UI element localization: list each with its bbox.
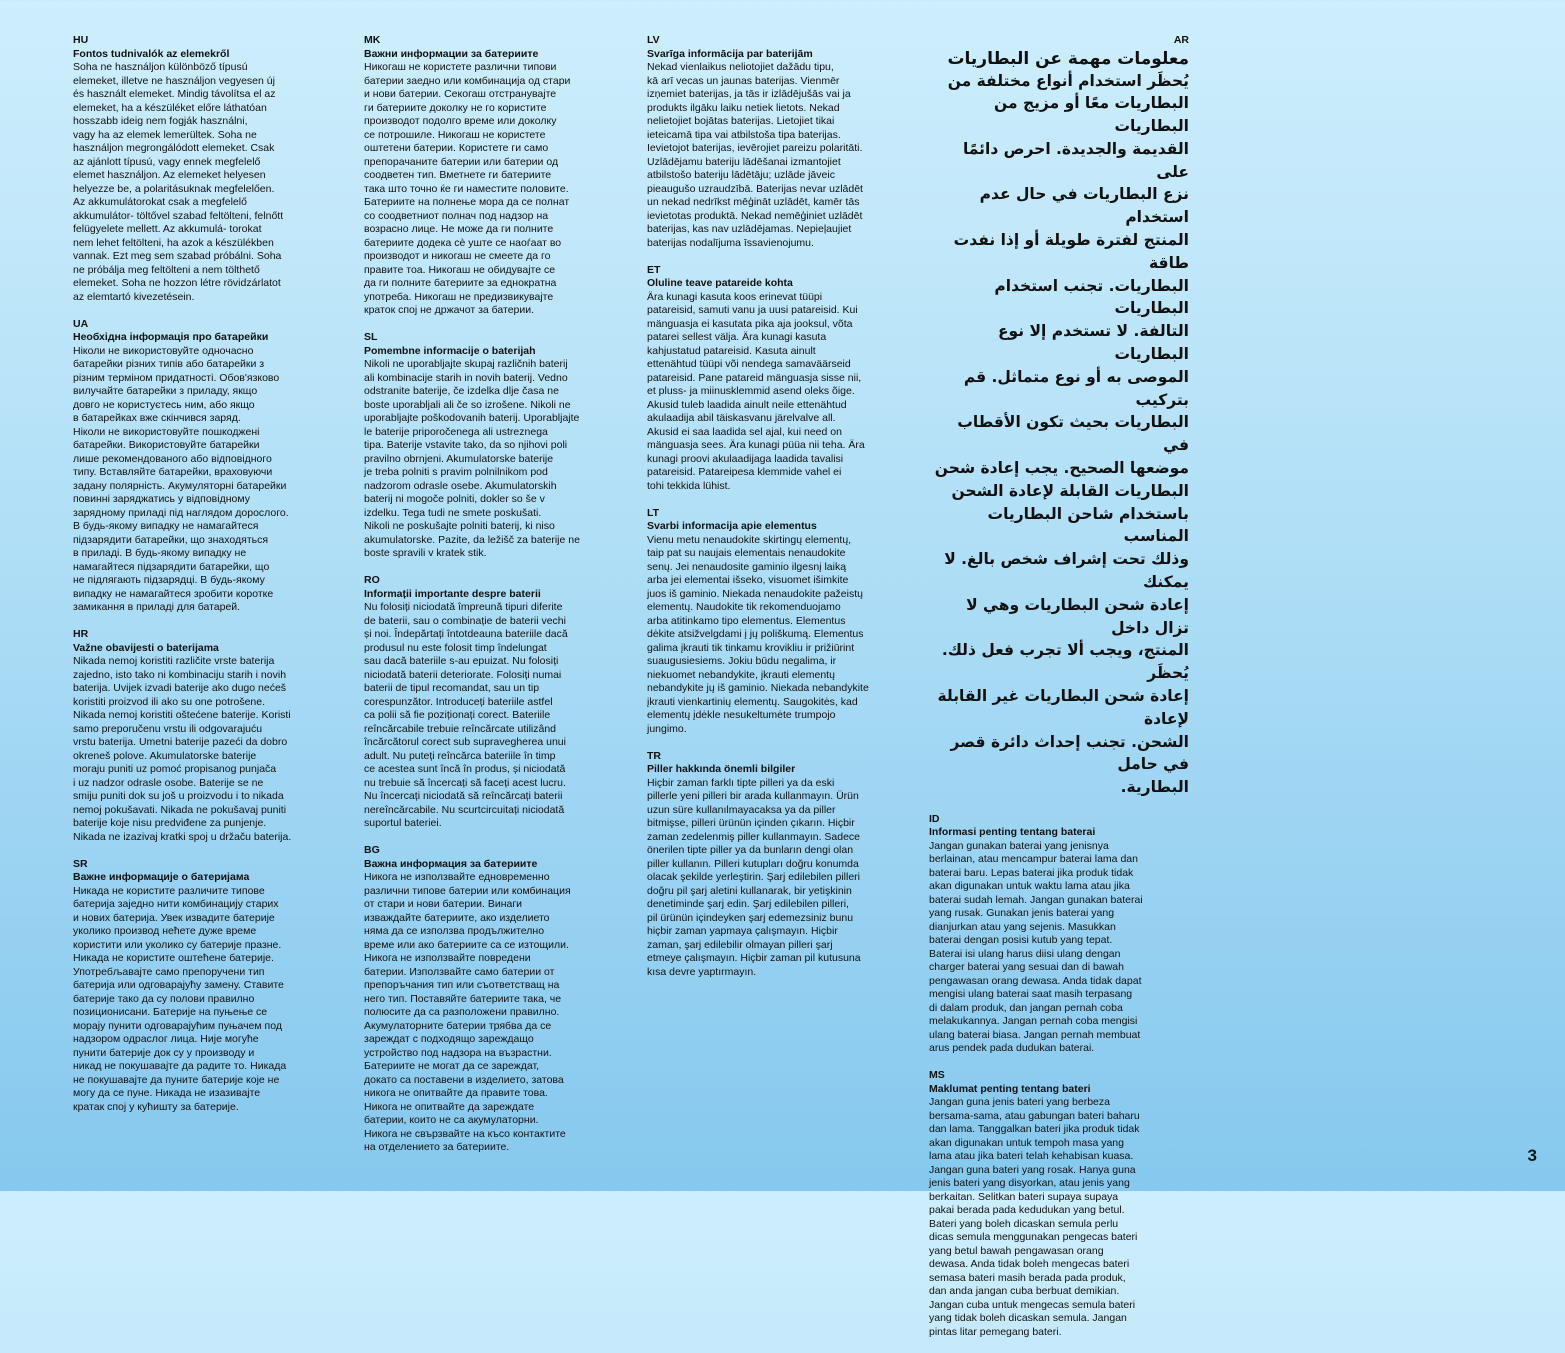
- section-tr: [647, 750, 909, 980]
- language-code: MK: [364, 34, 381, 46]
- section-lv: [647, 34, 909, 250]
- section-body: Jangan guna jenis bateri yang berbeza bersama-sama, atau gabungan bateri baharu dan lama. Tanggalkan bateri jika produk tidak akan digunakan untuk tempoh masa yang lama atau jika bateri telah kehabisan kuasa. Jangan guna bateri yang rosak. Hanya guna jenis bateri yang disyorkan, atau jenis yang berkaitan. Selitkan bateri supaya supaya pakai berada pada kedudukan yang betul. Bateri yang boleh dicaskan semula perlu dicas semula menggunakan pengecas bateri yang betul bawah pengawasan orang dewasa. Anda tidak boleh mengecas bateri semasa bateri masih berada pada produk, dan anda jangan cuba berbuat demikian. Jangan cuba untuk mengecas semula bateri yang tidak boleh dicaskan semula. Jangan pintas litar pemegang bateri.: [929, 1096, 1140, 1338]
- section-body: يُحظَر استخدام أنواع مختلفة من البطاريات معًا أو مزيج من البطاريات القديمة والجديدة. احرص دائمًا على نزع البطاريات في حال عدم استخدام المنتج لفترة طويلة أو إذا نفدت طاقة البطاريات. تجنب استخدام البطاريات التالفة. لا تستخدم إلا نوع البطاريات الموصى به أو نوع متماثل. قم بتركيب البطاريات بحيث تكون الأقطاب في موضعها الصحيح. يجب إعادة شحن البطاريات القابلة لإعادة الشحن باستخدام شاحن البطاريات المناسب وذلك تحت إشراف شخص بالغ. لا يمكنك إعادة شحن البطاريات وهي لا تزال داخل المنتج، ويجب ألا تجرب فعل ذلك. يُحظَر إعادة شحن البطاريات غير القابلة لإعادة الشحن. تجنب إحداث دائرة قصر في حامل البطارية.: [934, 71, 1189, 797]
- section-body: Ära kunagi kasuta koos erinevat tüüpi patareisid, samuti vanu ja uusi patareisid. Kui mänguasja ei kasutata pika aja jooksul, võta patarei sellest välja. Ära kunagi kasuta kahjustatud patareisid. Kasuta ainult ettenähtud tüüpi või nendega samaväärseid patareisid. Pane patareid mänguasja sisse nii, et pluss- ja miinusklemmid asend oleks õige. Akusid tuleb laadida ainult neile ettenähtud akulaadija abil täiskasvanu järelvalve all. Akusid ei saa laadida sel ajal, kui need on mänguasja sees. Ära kunagi püüa nii teha. Ära kunagi proovi akulaadijaga laadida tavalisi patareisid. Patareipesa klemmide vahel ei tohi tekkida lühist.: [647, 290, 865, 492]
- language-code: ID: [929, 812, 940, 825]
- section-heading: Maklumat penting tentang bateri: [929, 1082, 1091, 1095]
- section-heading: Oluline teave patareide kohta: [647, 277, 793, 289]
- section-heading: Необхідна інформація про батарейки: [73, 331, 269, 343]
- page-number: 3: [1527, 1146, 1537, 1165]
- language-code: TR: [647, 749, 661, 762]
- section-body: Никогаш не користете различни типови батерии заедно или комбинација од стари и нови батерии. Секогаш отстранувајте ги батериите доколку не го користите производот подолго време или доколку се потрошиле. Никогаш не користете оштетени батерии. Користете ги само препорачаните батерии или батерии од соодветен тип. Вметнете ги батериите така што точно ќе ги наместите половите. Батериите на полнење мора да се полнат со соодветниот полнач под надзор на возрасно лице. Не може да ги полните батериите додека сè уште се наоѓаат во производот и никогаш не смеете да го правите тоа. Никогаш не обидувајте се да ги полните батериите за еднократна употреба. Никогаш не предизвикувајте краток спој не држачот за батерии.: [364, 61, 571, 316]
- section-id: [929, 813, 1189, 1056]
- section-bg: [364, 844, 617, 1155]
- section-ms: [929, 1069, 1189, 1339]
- section-sl: [364, 331, 617, 561]
- section-body: Nikada nemoj koristiti različite vrste baterija zajedno, isto tako ni kombinaciju starih i novih baterija. Uvijek izvadi baterije ako dugo nećeš koristiti proizvod ili ako su one potrošene. Nikada nemoj koristiti oštećene baterije. Koristi samo preporučenu vrstu ili odgovarajuću vrstu baterija. Umetni baterije pazeći da dobro okreneš polove. Akumulatorske baterije moraju puniti uz pomoć propisanog punjača i uz nadzor odrasle osobe. Baterije se ne smiju puniti dok su još u proizvodu i to nikada nemoj pokušavati. Nikada ne pokušavaj puniti baterije koje nisu predviđene za punjenje. Nikada ne izazivaj kratki spoj u držaču baterija.: [73, 655, 292, 843]
- section-sr: [73, 858, 338, 1115]
- section-lt: [647, 507, 909, 737]
- column-1: [73, 34, 338, 1128]
- section-heading: Informații importante despre baterii: [364, 587, 541, 600]
- section-heading: Svarbi informacija apie elementus: [647, 520, 817, 532]
- section-ua: [73, 318, 338, 615]
- section-heading: Fontos tudnivalók az elemekről: [73, 47, 230, 60]
- language-code: LT: [647, 506, 660, 519]
- section-body: Nekad vienlaikus neliotojiet dažādu tipu, kā arī vecas un jaunas baterijas. Vienmēr izņemiet baterijas, ja tās ir izlādējušās vai ja produkts ilgāku laiku netiek lietots. Nekad nelietojiet bojātas baterijas. Lietojiet tikai ieteicamā tipa vai atbilstoša tipa baterijas. Ievietojot baterijas, ievērojiet pareizu polaritāti. Uzlādējamu bateriju lādēšanai izmantojiet atbilstošo bateriju lādētāju; uzlāde jāveic pieaugušo uzraudzībā. Baterijas nevar uzlādēt un nekad nedrīkst mēģināt uzlādēt, kamēr tās ievietotas produktā. Nekad nemēģiniet uzlādēt baterijas, kas nav uzlādējamas. Nepieļaujiet baterijas nodalījuma īssavienojumu.: [647, 61, 863, 249]
- section-mk: [364, 34, 617, 318]
- section-body: Jangan gunakan baterai yang jenisnya berlainan, atau mencampur baterai lama dan baterai baru. Lepas baterai jika produk tidak akan digunakan untuk waktu lama atau jika baterai sudah lemah. Jangan gunakan baterai yang rusak. Gunakan jenis baterai yang dianjurkan atau yang sejenis. Masukkan baterai dengan posisi kutub yang tepat. Baterai isi ulang harus diisi ulang dengan charger baterai yang sesuai dan di bawah pengawasan orang dewasa. Anda tidak dapat mengisi ulang baterai saat masih terpasang di dalam produk, dan jangan pernah coba melakukannya. Jangan pernah coba mengisi ulang baterai biasa. Jangan pernah membuat arus pendek pada dudukan baterai.: [929, 839, 1143, 1054]
- section-body: Ніколи не використовуйте одночасно батарейки різних типів або батарейки з різним терміном придатності. Обов'язково вилучайте батарейки з приладу, якщо довго не користуєтесь ним, або якщо в батарейках вже скінчився заряд. Ніколи не використовуйте пошкоджені батарейки. Використовуйте батарейки лише рекомендованого або відповідного типу. Вставляйте батарейки, враховуючи задану полярність. Акумуляторні батарейки повинні заряджатись у відповідному зарядному приладі під наглядом дорослого. В будь-якому випадку не намагайтеся підзарядити батарейки, що знаходяться в приладі. В будь-якому випадку не намагайтеся підзарядити батарейки, що не підлягають підзарядці. В будь-якому випадку не намагайтеся зробити коротке замикання в приладі для батарей.: [73, 344, 289, 613]
- language-code: AR: [1173, 34, 1189, 46]
- language-code: BG: [364, 844, 380, 856]
- section-hr: [73, 628, 338, 844]
- section-heading: معلومات مهمة عن البطاريات: [947, 48, 1189, 69]
- section-body: Soha ne használjon különböző típusú elemeket, illetve ne használjon vegyesen új és használt elemeket. Mindig távolítsa el az elemeket, ha a készüléket előre láthatóan hosszabb ideig nem fogják használni, vagy ha az elemek lemerültek. Soha ne használjon megrongálódott elemeket. Csak az ajánlott típusú, vagy ennek megfelelő elemet használjon. Az elemeket helyesen helyezze be, a polaritásuknak megfelelően. Az akkumulátorokat csak a megfelelő akkumulátor- töltővel szabad feltölteni, felnőtt felügyelete mellett. Az akkumulá- torokat nem lehet feltölteni, ha azok a készülékben vannak. Ezt meg sem szabad próbálni. Soha ne próbálja meg feltölteni a nem tölthető elemeket. Soha ne hozzon létre rövidzárlatot az elemtartó kivezetésein.: [73, 61, 284, 303]
- column-2: [364, 34, 617, 1168]
- section-heading: Informasi penting tentang baterai: [929, 826, 1096, 838]
- section-body: Никога не използвайте едновременно различни типове батерии или комбинация от стари и нови батерии. Винаги изваждайте батериите, ако изделието няма да се използва продължително време или ако батериите са се изтощили. Никога не използвайте повредени батерии. Използвайте само батерии от препоръчания тип или съответстващ на него тип. Поставяйте батериите така, че полюсите да са разположени правилно. Акумулаторните батерии трябва да се зареждат с подходящо зареждащо устройство под надзора на възрастни. Батериите не могат да се зареждат, докато са поставени в изделието, затова никога не опитвайте да правите това. Никога не опитвайте да зареждате батерии, които не са акумулаторни. Никога не свързвайте на късо контактите на отделението за батериите.: [364, 871, 571, 1153]
- section-heading: Важне информације о батеријама: [73, 871, 250, 883]
- section-heading: Важна информация за батериите: [364, 857, 538, 870]
- language-code: SL: [364, 331, 378, 343]
- section-heading: Svarīga informācija par baterijām: [647, 47, 813, 60]
- language-code: HR: [73, 628, 89, 640]
- section-heading: Pomembne informacije o baterijah: [364, 344, 536, 357]
- language-code: RO: [364, 574, 380, 586]
- column-3: [647, 34, 909, 993]
- section-body: Vienu metu nenaudokite skirtingų elementų, taip pat su naujais elementais nenaudokite senų. Jei nenaudosite gaminio ilgesnį laiką arba jei elementai išseko, visuomet išimkite juos iš gaminio. Niekada nenaudokite pažeistų elementų. Naudokite tik rekomenduojamo arba atitinkamo tipo elementus. Elementus dėkite atsižvelgdami į jų poliškumą. Elementus galima įkrauti tik tinkamu krovikliu ir prižiūrint suaugusiesiems. Jokiu būdu negalima, ir niekuomet nebandykite, įkrauti elementų nebandykite jų iš gaminio. Niekada nebandykite įkrauti vienkartinių elementų. Saugokitės, kad elementų įdėkle nesukeltumėte trumpojo jungimo.: [647, 533, 869, 735]
- column-4: [929, 34, 1189, 1353]
- language-code: UA: [73, 317, 89, 330]
- section-body: Hiçbir zaman farklı tipte pilleri ya da eski pillerle yeni pilleri bir arada kullanmayın. Ürün uzun süre kullanılmayacaksa ya da piller bitmişse, pilleri ürünün içinden çıkarın. Hiçbir zaman zedelenmiş piller kullanmayın. Sadece önerilen tipte piller ya da bunların dengi olan piller kullanın. Pilleri kutupları doğru konumda olacak şekilde yerleştirin. Şarj edilebilen pilleri doğru pil şarj aletini kullanarak, bir yetişkinin denetiminde şarj edin. Şarj edilebilen pilleri, pil ürünün içindeyken şarj edemezsiniz bunu hiçbir zaman yapmaya çalışmayın. Hiçbir zaman, şarj edilebilir olmayan pilleri şarj etmeye çalışmayın. Hiçbir zaman pil kutusuna kısa devre yaptırmayın.: [647, 776, 861, 978]
- section-heading: Piller hakkında önemli bilgiler: [647, 763, 796, 775]
- language-code: SR: [73, 857, 88, 870]
- section-et: [647, 264, 909, 494]
- section-hu: [73, 34, 338, 304]
- section-heading: Važne obavijesti o baterijama: [73, 641, 219, 654]
- language-code: MS: [929, 1069, 945, 1081]
- language-code: LV: [647, 34, 660, 46]
- language-code: ET: [647, 263, 661, 276]
- section-body: Nikoli ne uporabljajte skupaj različnih baterij ali kombinacije starih in novih baterij. Vedno odstranite baterije, če izdelka dlje časa ne boste uporabljali ali če so izrošene. Nikoli ne uporabljajte poškodovanih baterij. Uporabljajte le baterije priporočenega ali ustreznega tipa. Baterije vstavite tako, da so njihovi poli pravilno obrnjeni. Akumulatorske baterije je treba polniti s pravim polnilnikom pod nadzorom odrasle osebe. Akumulatorskih baterij ni mogoče polniti, dokler so še v izdelku. Tega tudi ne smete poskušati. Nikoli ne poskušajte polniti baterij, ki niso akumulatorske. Pazite, da ležišč za baterije ne boste spravili v kratek stik.: [364, 358, 580, 559]
- section-body: Никада не користите различите типове батерија заједно нити комбинацију старих и нових батерија. Увек извадите батерије уколико производ нећете дуже време користити или уколико су батерије празне. Никада не користите оштећене батерије. Употребљавајте само препоручени тип батерија или одговарајућу замену. Ставите батерије тако да су полови правилно позиционисани. Батерије на пуњење се морају пунити одговарајућим пуњачем под надзором одраслог лица. Није могуће пунити батерије док су у производу и никад не покушавајте да радите то. Никада не покушавајте да пуните батерије које не могу да се пуне. Никада не изазивајте кратак спој у кућишту за батерије.: [73, 884, 287, 1113]
- language-code: HU: [73, 34, 89, 46]
- section-ar: [929, 34, 1189, 799]
- section-body: Nu folosiți niciodată împreună tipuri diferite de baterii, sau o combinație de baterii vechi și noi. Îndepărtați întotdeauna bateriile dacă produsul nu este folosit timp îndelungat sau dacă bateriile s-au epuizat. Nu folosiți niciodată baterii deteriorate. Folosiți numai baterii de tipul recomandat, sau un tip corespunzător. Introduceți bateriile astfel ca polii să fie poziționați corect. Bateriile reîncărcabile trebuie reîncărcate utilizând încărcătorul corect sub supravegherea unui adult. Nu puteți reîncărca bateriile în timp ce acestea sunt încă în produs, și niciodată nu trebuie să încercați să faceți acest lucru. Nu încercați niciodată să reîncărcați baterii nereîncărcabile. Nu scurtcircuitați niciodată suportul bateriei.: [364, 601, 568, 829]
- section-heading: Важни информации за батериите: [364, 47, 539, 60]
- section-ro: [364, 574, 617, 831]
